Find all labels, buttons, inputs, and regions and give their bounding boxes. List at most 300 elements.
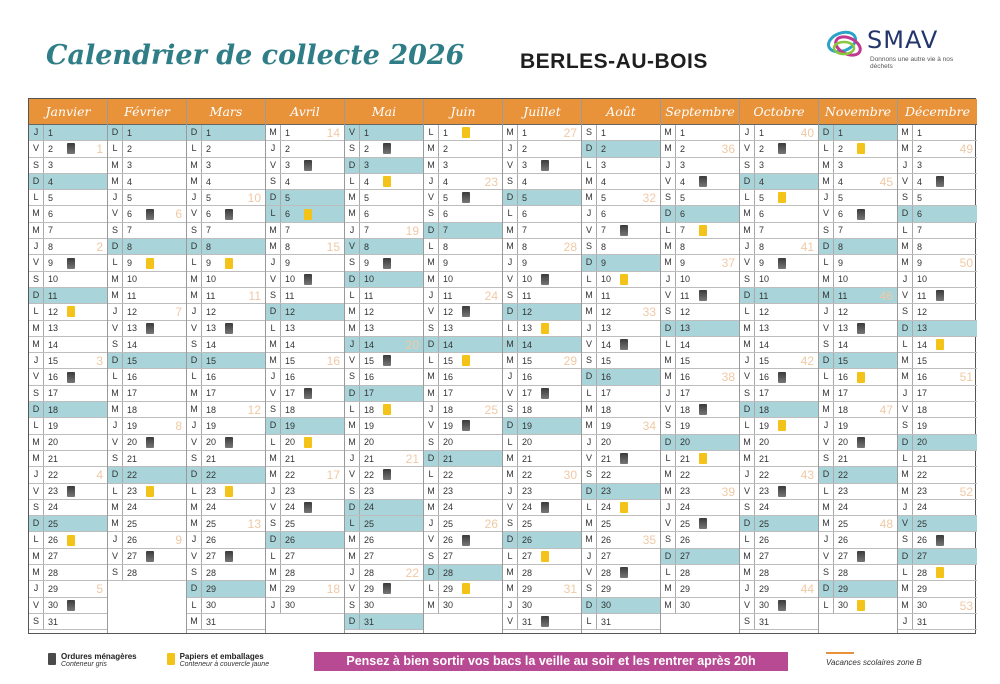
day-number: 11	[285, 290, 295, 301]
week-number: 42	[800, 354, 814, 369]
weekday-letter: M	[582, 190, 597, 205]
day-row	[345, 614, 423, 630]
weekday-letter: M	[898, 598, 913, 613]
day-row	[740, 141, 818, 157]
weekday-letter: V	[661, 516, 676, 531]
weekday-letter: D	[582, 598, 597, 613]
weekday-letter: M	[898, 255, 913, 270]
day-number: 26	[48, 535, 59, 546]
day-number: 7	[522, 225, 528, 236]
day-number: 7	[838, 225, 844, 236]
weekday-letter: M	[345, 435, 360, 450]
week-number: 15	[326, 240, 340, 255]
weekday-letter: M	[266, 125, 281, 140]
day-number: 3	[917, 160, 923, 171]
day-row	[266, 206, 344, 222]
yellow-bin-icon	[304, 209, 312, 220]
day-row	[819, 532, 897, 548]
day-row	[266, 337, 344, 353]
day-number: 19	[522, 420, 533, 431]
month-header: Août	[582, 99, 660, 125]
day-number: 25	[285, 518, 296, 529]
week-number: 23	[484, 174, 498, 189]
grey-bin-icon	[383, 355, 391, 366]
grey-bin-icon	[383, 258, 391, 269]
legend-ordures-title: Ordures ménagères	[61, 652, 137, 661]
weekday-letter: S	[740, 158, 755, 173]
weekday-letter: J	[345, 565, 360, 580]
weekday-letter: D	[740, 402, 755, 417]
day-row	[345, 353, 423, 369]
day-row	[424, 288, 502, 304]
day-row	[424, 239, 502, 255]
week-number: 4	[96, 468, 103, 483]
grey-bin-icon	[146, 551, 154, 562]
day-row	[819, 272, 897, 288]
day-row	[345, 402, 423, 418]
week-number: 22	[405, 566, 419, 581]
day-row	[503, 321, 581, 337]
day-row	[503, 484, 581, 500]
weekday-letter: D	[740, 174, 755, 189]
day-number: 22	[601, 469, 612, 480]
day-row	[29, 484, 107, 500]
weekday-letter: M	[345, 532, 360, 547]
day-number: 5	[206, 192, 212, 203]
day-number: 15	[364, 355, 375, 366]
weekday-letter: S	[29, 272, 44, 287]
day-row	[819, 581, 897, 597]
weekday-letter: M	[424, 386, 439, 401]
day-row	[29, 500, 107, 516]
day-number: 14	[601, 339, 612, 350]
grey-bin-icon	[541, 160, 549, 171]
day-number: 19	[48, 420, 59, 431]
grey-bin-icon	[620, 225, 628, 236]
weekday-letter: M	[898, 581, 913, 596]
day-number: 20	[838, 437, 849, 448]
week-number: 41	[800, 240, 814, 255]
weekday-letter: J	[503, 255, 518, 270]
day-number: 20	[206, 437, 217, 448]
weekday-letter: M	[661, 255, 676, 270]
day-number: 18	[759, 404, 770, 415]
day-number: 13	[206, 323, 217, 334]
day-number: 17	[838, 388, 849, 399]
weekday-letter: S	[503, 516, 518, 531]
day-number: 30	[759, 600, 770, 611]
day-number: 22	[838, 469, 849, 480]
weekday-letter: V	[740, 141, 755, 156]
day-row	[661, 581, 739, 597]
day-number: 30	[838, 600, 849, 611]
day-number: 30	[680, 600, 691, 611]
day-number: 11	[443, 290, 453, 301]
day-row	[266, 500, 344, 516]
day-number: 14	[206, 339, 217, 350]
day-row	[661, 288, 739, 304]
weekday-letter: S	[29, 614, 44, 629]
day-row	[266, 141, 344, 157]
weekday-letter: M	[661, 369, 676, 384]
day-number: 15	[127, 355, 138, 366]
weekday-letter: M	[187, 614, 202, 629]
day-row	[29, 239, 107, 255]
day-number: 23	[838, 486, 849, 497]
weekday-letter: M	[266, 581, 281, 596]
day-row	[661, 402, 739, 418]
weekday-letter: V	[345, 353, 360, 368]
weekday-letter: L	[740, 304, 755, 319]
day-number: 27	[364, 551, 375, 562]
yellow-bin-icon	[778, 420, 786, 431]
weekday-letter: M	[424, 158, 439, 173]
grey-bin-icon	[48, 653, 56, 665]
weekday-letter: V	[819, 549, 834, 564]
day-number: 15	[522, 355, 533, 366]
day-row	[29, 206, 107, 222]
weekday-letter: S	[819, 451, 834, 466]
day-number: 18	[443, 404, 454, 415]
weekday-letter: V	[582, 451, 597, 466]
day-number: 3	[48, 160, 54, 171]
weekday-letter: M	[187, 402, 202, 417]
weekday-letter: M	[740, 337, 755, 352]
day-row	[898, 386, 977, 402]
day-row	[819, 598, 897, 614]
day-row	[582, 549, 660, 565]
day-number: 22	[206, 469, 217, 480]
day-number: 29	[917, 583, 928, 594]
weekday-letter: J	[424, 516, 439, 531]
day-number: 2	[838, 143, 844, 154]
day-number: 4	[127, 176, 133, 187]
weekday-letter: L	[187, 484, 202, 499]
weekday-letter: M	[582, 402, 597, 417]
day-row	[266, 418, 344, 434]
day-number: 17	[917, 388, 928, 399]
weekday-letter: S	[29, 500, 44, 515]
grey-bin-icon	[67, 600, 75, 611]
day-row	[661, 125, 739, 141]
weekday-letter: L	[503, 549, 518, 564]
day-row	[108, 158, 186, 174]
day-number: 24	[364, 502, 375, 513]
day-row	[582, 369, 660, 385]
day-row	[740, 206, 818, 222]
weekday-letter: L	[29, 304, 44, 319]
day-number: 7	[680, 225, 686, 236]
weekday-letter: S	[819, 565, 834, 580]
weekday-letter: J	[187, 304, 202, 319]
day-row	[898, 484, 977, 500]
weekday-letter: J	[740, 467, 755, 482]
weekday-letter: J	[424, 174, 439, 189]
grey-bin-icon	[699, 404, 707, 415]
day-row	[740, 174, 818, 190]
day-row	[661, 386, 739, 402]
week-number: 26	[484, 517, 498, 532]
weekday-letter: S	[187, 337, 202, 352]
weekday-letter: D	[345, 386, 360, 401]
weekday-letter: L	[503, 435, 518, 450]
day-number: 6	[759, 209, 765, 220]
day-row	[187, 418, 265, 434]
day-number: 2	[127, 143, 133, 154]
day-number: 18	[522, 404, 533, 415]
day-row	[503, 223, 581, 239]
week-number: 30	[563, 468, 577, 483]
yellow-bin-icon	[67, 306, 75, 317]
week-number: 25	[484, 403, 498, 418]
weekday-letter: D	[424, 337, 439, 352]
legend-papiers-title: Papiers et emballages	[179, 652, 264, 661]
logo-wordmark: SMAV	[867, 26, 939, 54]
day-number: 29	[285, 583, 296, 594]
day-number: 20	[285, 437, 296, 448]
day-number: 30	[917, 600, 928, 611]
weekday-letter: M	[661, 581, 676, 596]
yellow-bin-icon	[699, 225, 707, 236]
day-number: 5	[522, 192, 528, 203]
day-number: 25	[48, 518, 59, 529]
day-row	[345, 158, 423, 174]
day-row	[898, 190, 977, 206]
weekday-letter: M	[266, 451, 281, 466]
grey-bin-icon	[304, 274, 312, 285]
day-number: 23	[522, 486, 533, 497]
day-row	[424, 190, 502, 206]
day-number: 3	[838, 160, 844, 171]
day-number: 27	[759, 551, 770, 562]
day-number: 25	[364, 518, 375, 529]
weekday-letter: J	[29, 239, 44, 254]
day-row	[266, 484, 344, 500]
day-row	[266, 158, 344, 174]
weekday-letter: M	[266, 239, 281, 254]
weekday-letter: J	[740, 353, 755, 368]
weekday-letter: M	[108, 516, 123, 531]
weekday-letter: J	[898, 272, 913, 287]
weekday-letter: L	[266, 549, 281, 564]
day-number: 26	[759, 535, 770, 546]
day-row	[503, 353, 581, 369]
day-number: 15	[601, 355, 612, 366]
weekday-letter: S	[819, 337, 834, 352]
weekday-letter: M	[424, 500, 439, 515]
weekday-letter: M	[187, 516, 202, 531]
day-number: 28	[601, 567, 612, 578]
weekday-letter: M	[424, 369, 439, 384]
day-row	[345, 549, 423, 565]
day-row	[29, 125, 107, 141]
day-row	[819, 337, 897, 353]
day-row	[266, 369, 344, 385]
day-number: 22	[917, 469, 928, 480]
day-number: 22	[680, 469, 691, 480]
day-number: 22	[127, 469, 138, 480]
day-row	[503, 402, 581, 418]
weekday-letter: S	[266, 516, 281, 531]
day-row	[266, 386, 344, 402]
day-row	[187, 451, 265, 467]
weekday-letter: J	[266, 141, 281, 156]
day-row	[582, 158, 660, 174]
day-row	[661, 272, 739, 288]
day-number: 4	[443, 176, 449, 187]
day-row	[503, 532, 581, 548]
grey-bin-icon	[67, 143, 75, 154]
weekday-letter: V	[29, 598, 44, 613]
day-number: 21	[838, 453, 849, 464]
day-row	[898, 418, 977, 434]
day-row	[187, 288, 265, 304]
weekday-letter: M	[424, 272, 439, 287]
day-row	[582, 337, 660, 353]
day-number: 6	[522, 209, 528, 220]
weekday-letter: M	[266, 223, 281, 238]
day-row	[424, 500, 502, 516]
day-row	[819, 369, 897, 385]
day-row	[424, 516, 502, 532]
day-row	[582, 288, 660, 304]
weekday-letter: M	[266, 467, 281, 482]
day-row	[187, 532, 265, 548]
weekday-letter: J	[29, 581, 44, 596]
week-number: 8	[175, 419, 182, 434]
weekday-letter: V	[898, 288, 913, 303]
weekday-letter: V	[740, 598, 755, 613]
day-number: 8	[680, 241, 686, 252]
weekday-letter: L	[266, 435, 281, 450]
day-row	[187, 369, 265, 385]
weekday-letter: V	[29, 141, 44, 156]
day-row	[266, 223, 344, 239]
weekday-letter: M	[424, 598, 439, 613]
day-row	[898, 532, 977, 548]
day-number: 7	[285, 225, 291, 236]
day-row	[661, 451, 739, 467]
weekday-letter: M	[740, 206, 755, 221]
day-row	[187, 272, 265, 288]
weekday-letter: L	[582, 272, 597, 287]
weekday-letter: S	[582, 125, 597, 140]
weekday-letter: L	[345, 174, 360, 189]
day-number: 1	[127, 127, 133, 138]
legend-ordures	[48, 652, 137, 668]
weekday-letter: J	[898, 614, 913, 629]
week-number: 40	[800, 126, 814, 140]
weekday-letter: D	[582, 484, 597, 499]
weekday-letter: V	[108, 549, 123, 564]
weekday-letter: V	[582, 223, 597, 238]
day-number: 2	[917, 143, 923, 154]
grey-bin-icon	[462, 420, 470, 431]
weekday-letter: S	[424, 549, 439, 564]
weekday-letter: V	[345, 467, 360, 482]
yellow-bin-icon	[620, 274, 628, 285]
day-number: 15	[48, 355, 59, 366]
weekday-letter: S	[740, 500, 755, 515]
weekday-letter: V	[503, 500, 518, 515]
day-number: 9	[680, 258, 686, 269]
week-number: 28	[563, 240, 577, 255]
day-number: 24	[759, 502, 770, 513]
weekday-letter: D	[424, 451, 439, 466]
weekday-letter: M	[898, 125, 913, 140]
day-row	[345, 565, 423, 581]
day-row	[898, 321, 977, 337]
weekday-letter: M	[345, 549, 360, 564]
month-header: Septembre	[661, 99, 739, 125]
day-number: 10	[48, 274, 59, 285]
day-row	[424, 418, 502, 434]
day-number: 31	[364, 616, 375, 627]
day-row	[266, 435, 344, 451]
weekday-letter: D	[819, 581, 834, 596]
day-row	[108, 484, 186, 500]
day-row	[187, 255, 265, 271]
day-row	[819, 206, 897, 222]
day-row	[819, 239, 897, 255]
weekday-letter: V	[29, 255, 44, 270]
weekday-letter: L	[740, 190, 755, 205]
day-row	[898, 369, 977, 385]
weekday-letter: V	[345, 239, 360, 254]
weekday-letter: D	[29, 516, 44, 531]
weekday-letter: J	[187, 190, 202, 205]
day-number: 8	[522, 241, 528, 252]
day-row	[819, 223, 897, 239]
week-number: 9	[175, 533, 182, 548]
day-number: 8	[443, 241, 449, 252]
week-number: 2	[96, 240, 103, 255]
grey-bin-icon	[304, 160, 312, 171]
weekday-letter: V	[661, 174, 676, 189]
day-number: 10	[443, 274, 454, 285]
weekday-letter: M	[108, 158, 123, 173]
weekday-letter: J	[345, 451, 360, 466]
weekday-letter: M	[819, 402, 834, 417]
weekday-letter: M	[29, 451, 44, 466]
grey-bin-icon	[857, 209, 865, 220]
day-row	[503, 272, 581, 288]
weekday-letter: D	[108, 125, 123, 140]
day-row	[187, 614, 265, 630]
weekday-letter: S	[661, 532, 676, 547]
day-number: 29	[522, 583, 533, 594]
weekday-letter: L	[503, 321, 518, 336]
day-row	[108, 386, 186, 402]
day-row	[898, 598, 977, 614]
day-number: 20	[48, 437, 59, 448]
weekday-letter: V	[503, 272, 518, 287]
month-header: Mai	[345, 99, 423, 125]
day-row	[424, 304, 502, 320]
day-row	[424, 158, 502, 174]
weekday-letter: V	[266, 158, 281, 173]
day-row	[345, 288, 423, 304]
day-row	[898, 581, 977, 597]
day-number: 6	[127, 209, 133, 220]
day-row	[898, 516, 977, 532]
day-row	[345, 272, 423, 288]
weekday-letter: M	[187, 174, 202, 189]
weekday-letter: D	[898, 206, 913, 221]
week-number: 48	[879, 517, 893, 532]
week-number: 10	[247, 191, 261, 206]
weekday-letter: L	[819, 484, 834, 499]
